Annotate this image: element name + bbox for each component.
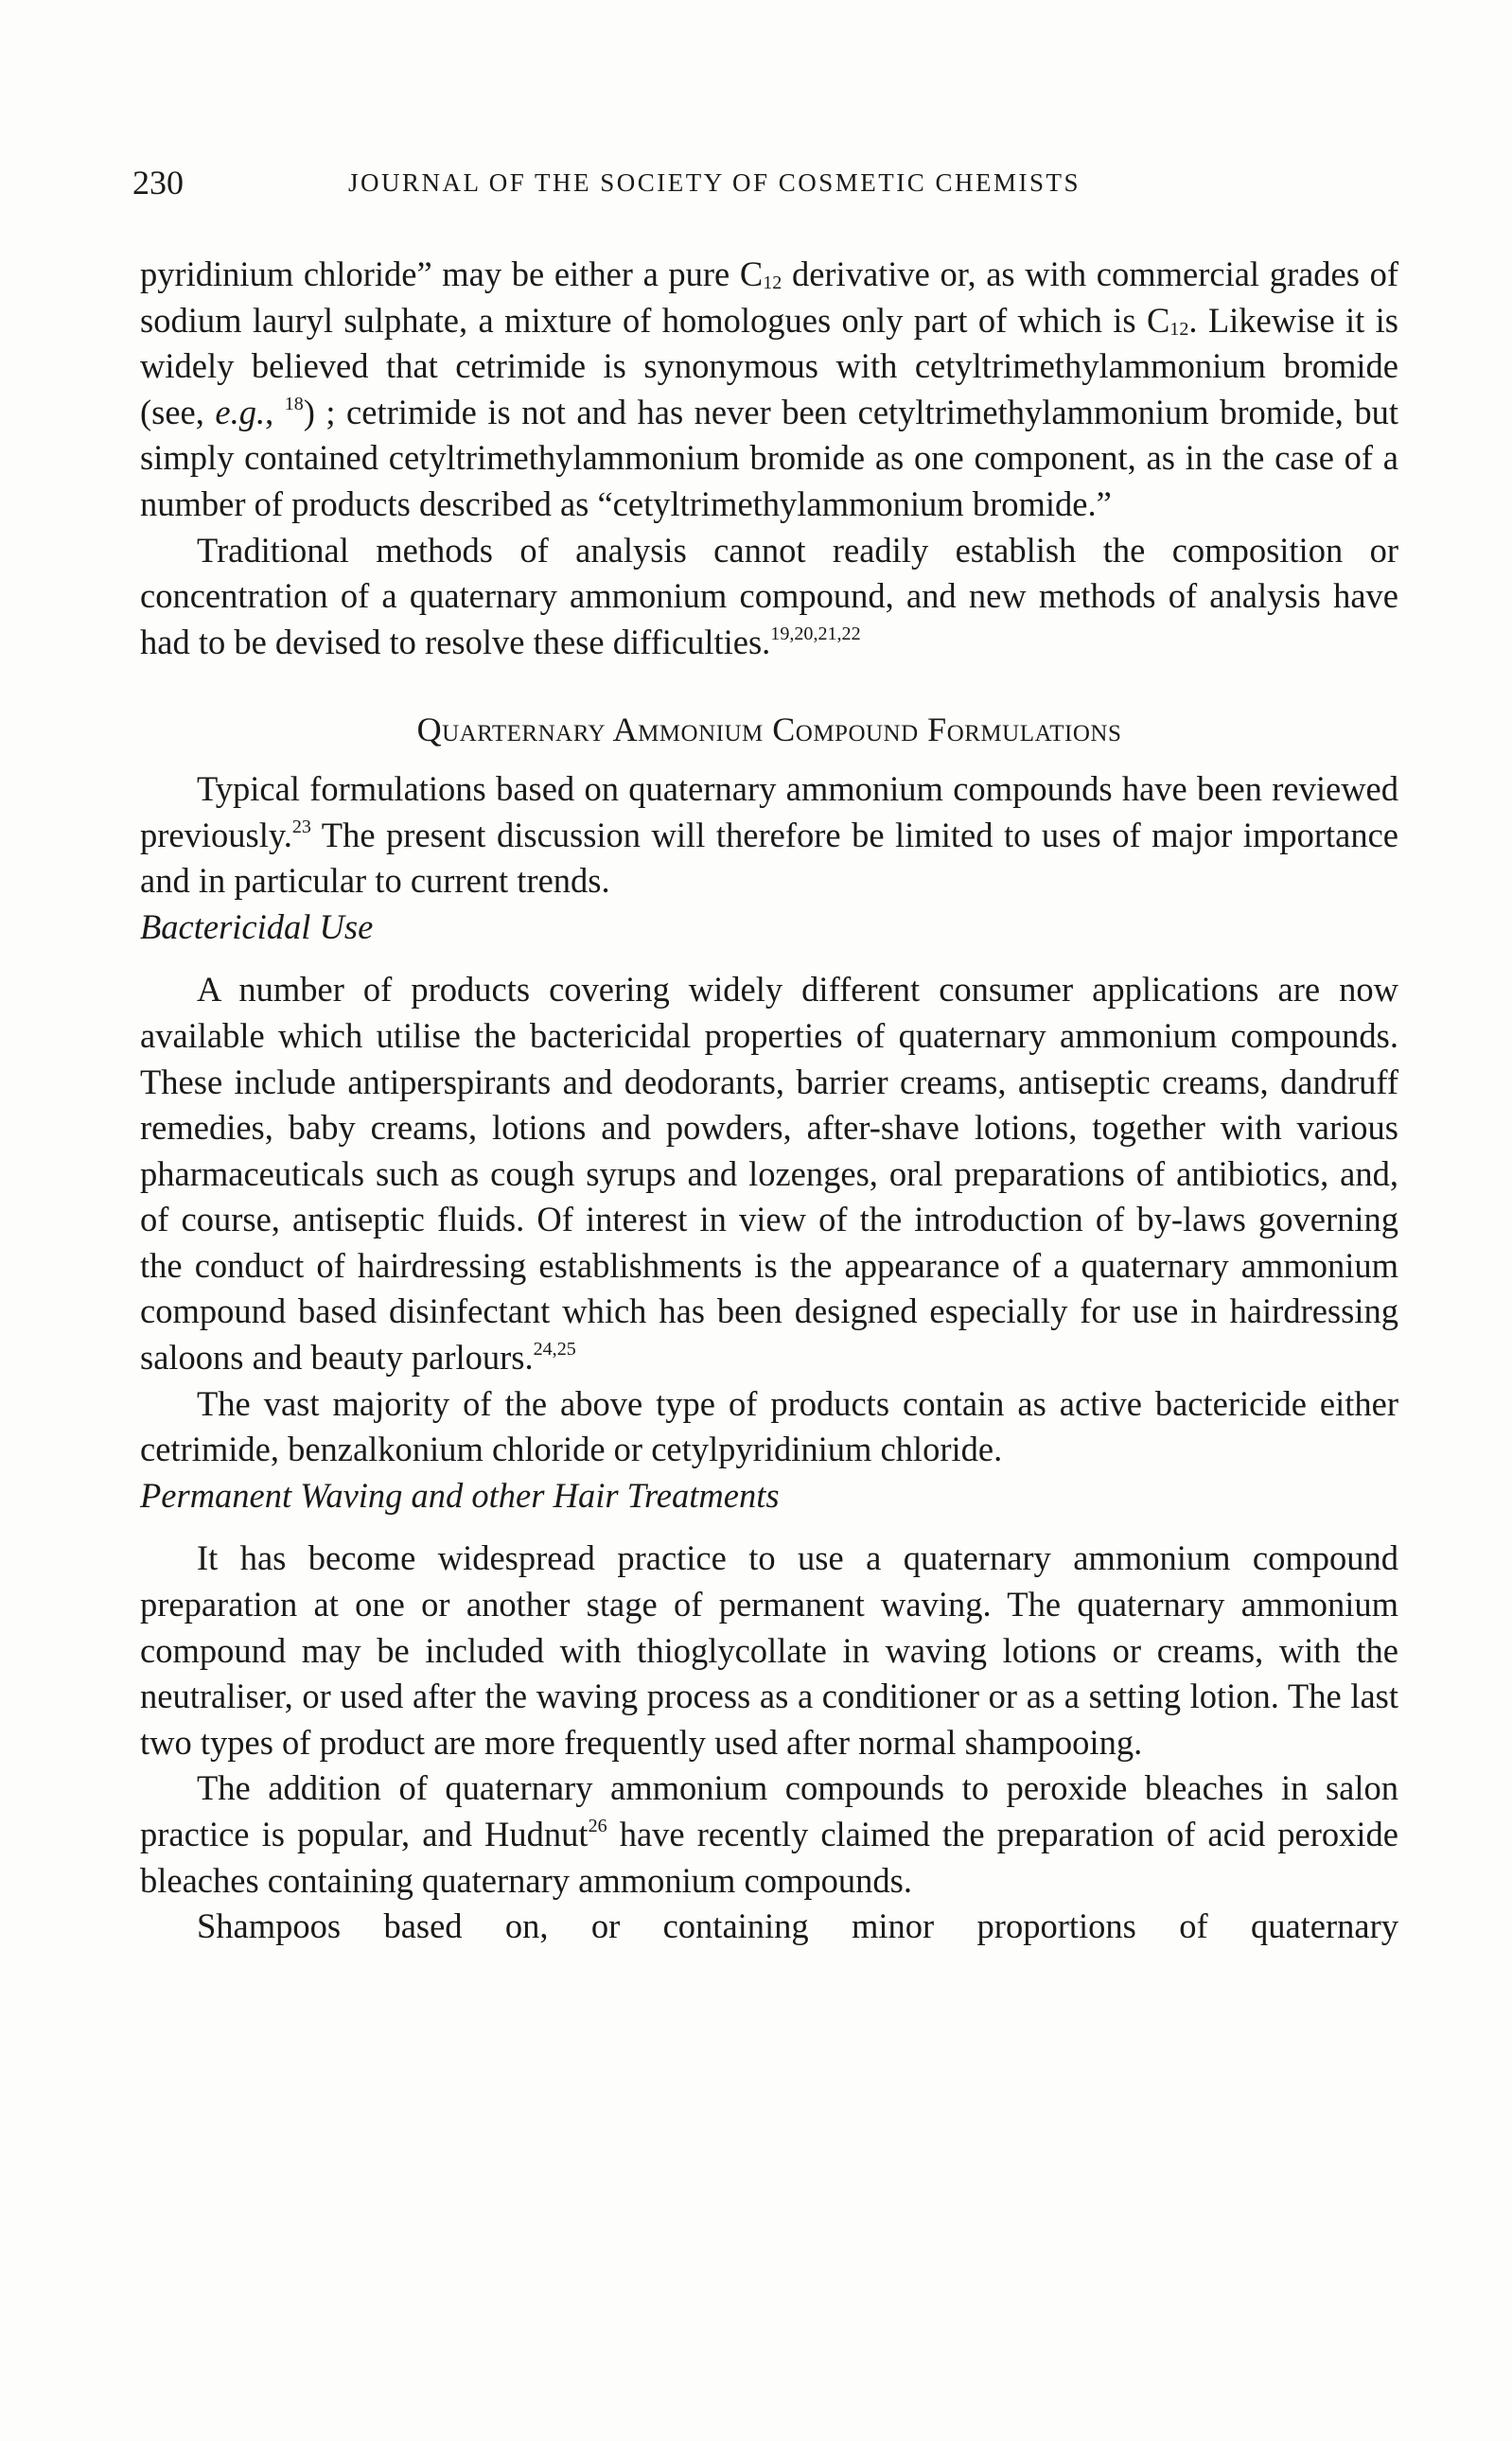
text-run: pyridinium chloride” may be either a pure C — [140, 255, 764, 293]
paragraph-2 — [140, 528, 1398, 666]
text-run: Traditional methods of analysis cannot readily establish the composition or concentration of a quaternary ammonium compound, and new methods of analysis have had to be devised to resolve these difficulties. — [140, 530, 1398, 661]
journal-page — [132, 149, 1399, 1950]
reference-superscript: 23 — [291, 816, 311, 837]
spacer — [140, 1519, 1398, 1536]
subscript: 12 — [763, 272, 782, 293]
spacer — [140, 950, 1398, 967]
reference-superscript: 18 — [284, 393, 304, 414]
text-run: Typical formulations based on quaternary ammonium compounds have been reviewed previously. — [140, 768, 1398, 854]
section-heading: Quarternary Ammonium Compound Formulations — [416, 711, 1122, 749]
paragraph-1 — [140, 252, 1398, 528]
text-run: A number of products covering widely different consumer applications are now available which utilise the bactericidal properties of quaternary ammonium compounds. These include antiperspirants and deodorants, barrier creams, antiseptic creams, dandruff remedies, baby creams, lotions and powders, after-shave lotions, together with various pharmaceuticals such as cough syrups and lozenges, oral preparations of antibiotics, and, of course, antiseptic fluids. Of interest in view of the introduction of by-laws governing the conduct of hairdressing establishments is the appearance of a quaternary ammonium compound based disinfectant which has been designed especially for use in hairdressing saloons and beauty parlours. — [140, 970, 1398, 1378]
page-header — [132, 149, 1398, 202]
text-run: have recently claimed the preparation of acid peroxide bleaches containing quaternary ammonium compounds. — [140, 1815, 1398, 1900]
italic-eg: e.g. — [215, 392, 266, 431]
text-run: The present discussion will therefore be limited to uses of major importance and in particular to current trends. — [140, 815, 1398, 901]
reference-superscript: 24,25 — [533, 1339, 576, 1361]
article-body — [140, 252, 1398, 1950]
subscript: 12 — [1169, 318, 1189, 340]
subsection-heading-bactericidal: Bactericidal Use — [140, 906, 374, 946]
running-title: JOURNAL OF THE SOCIETY OF COSMETIC CHEMISTS — [348, 168, 1081, 197]
text-run: , — [265, 392, 285, 431]
paragraph-4 — [140, 967, 1398, 1380]
paragraph-5: The vast majority of the above type of products contain as active bactericide either cetrimide, benzalkonium chloride or cetylpyridinium chloride. — [140, 1383, 1398, 1469]
text-run: ) ; cetrimide is not and has never been cetyltrimethylammonium bromide, but simply contained cetyltrimethylammonium bromide as one component, as in the case of a number of products described as “cetyltrimethylammonium bromide.” — [140, 392, 1399, 523]
text-run: derivative or, as with commercial grades of sodium lauryl sulphate, a mixture of homologues only part of which is C — [140, 255, 1398, 340]
subsection-heading-waving: Permanent Waving and other Hair Treatments — [140, 1475, 780, 1515]
reference-superscript: 19,20,21,22 — [770, 623, 861, 644]
paragraph-6: It has become widespread practice to use a quaternary ammonium compound preparation at one or another stage of permanent waving. The quaternary ammonium compound may be included with thioglycollate in waving lotions or creams, with the neutraliser, or used after the waving process as a conditioner or as a setting lotion. The last two types of product are more frequently used after normal shampooing. — [140, 1538, 1398, 1762]
reference-superscript: 26 — [588, 1815, 607, 1836]
paragraph-8: Shampoos based on, or containing minor proportions of quaternary — [197, 1906, 1398, 1946]
text-run: . Likewise it is widely believed that cetrimide is synonymous with cetyltrimethylammonium bromide (see, — [140, 300, 1399, 431]
paragraph-3 — [140, 766, 1398, 904]
paragraph-7 — [140, 1765, 1398, 1904]
page-number: 230 — [132, 164, 184, 202]
text-run: The addition of quaternary ammonium compounds to peroxide bleaches in salon practice is popular, and Hudnut — [140, 1768, 1398, 1853]
